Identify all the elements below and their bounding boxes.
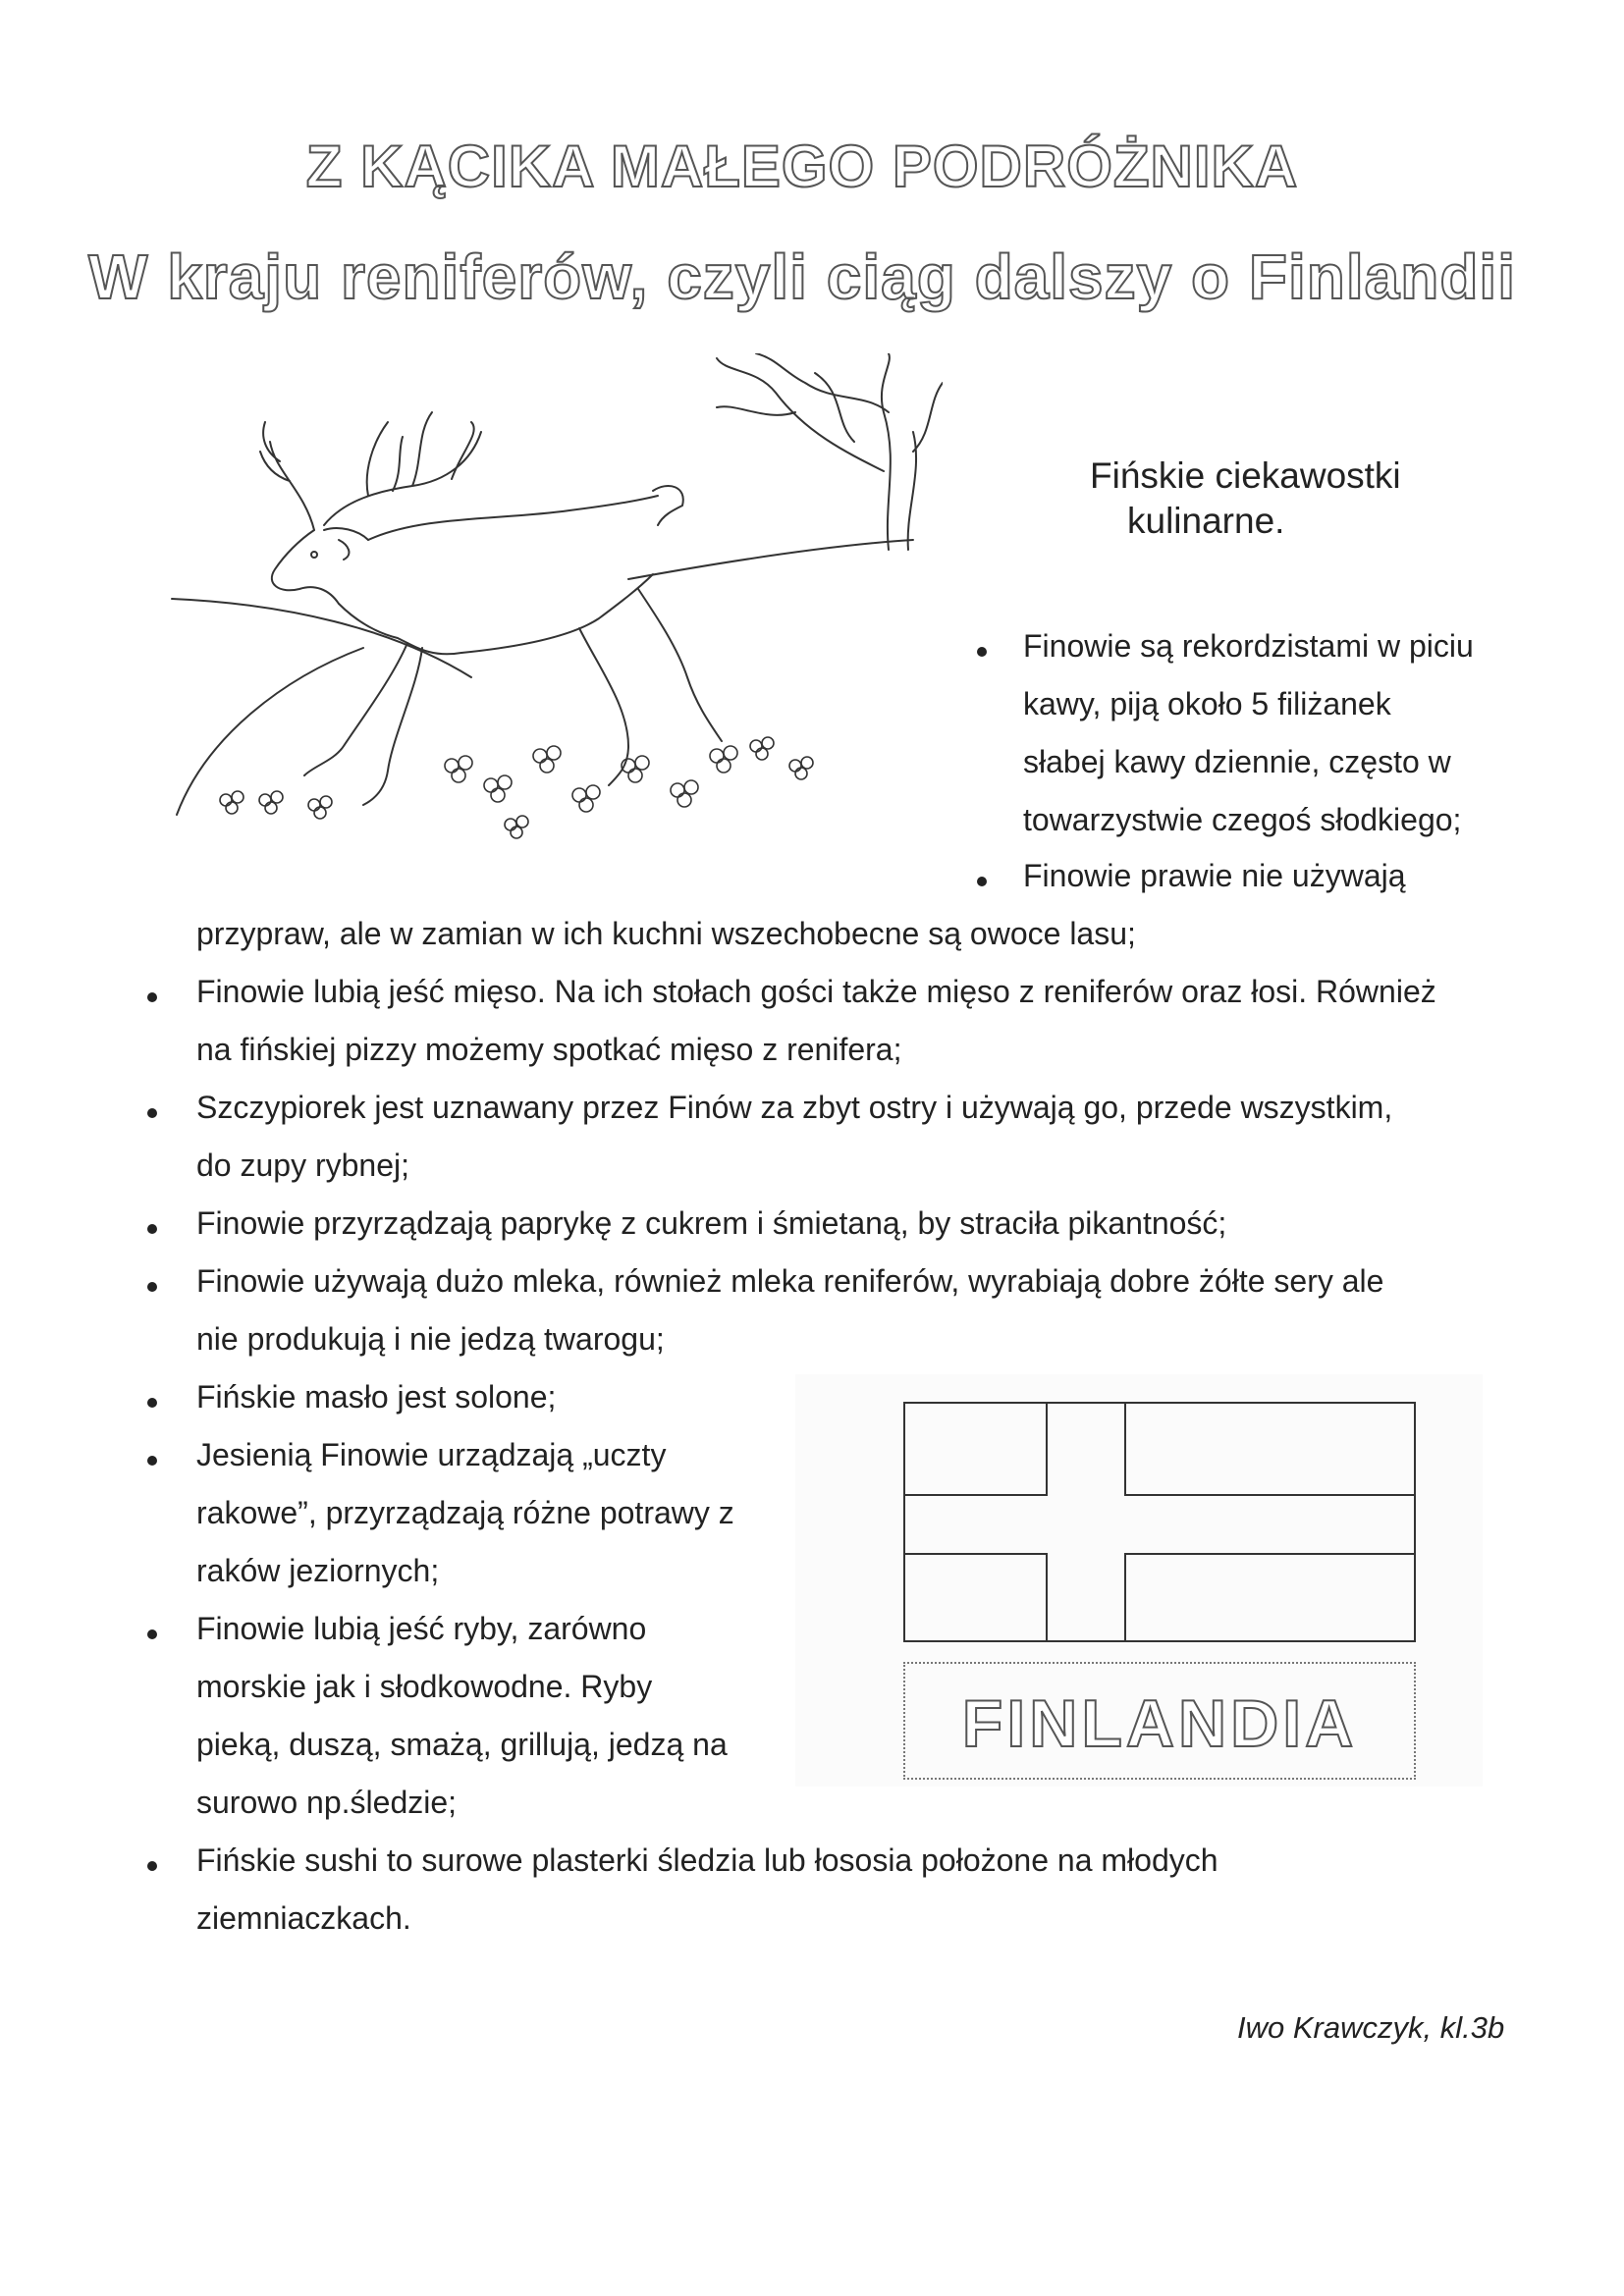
list-item-line: nie produkują i nie jedzą twarogu; [196,1321,665,1357]
list-item-line: Fińskie sushi to surowe plasterki śledzia lub łososia położone na młodych [196,1842,1218,1878]
list-item [1023,847,1406,905]
bullet-icon [147,1456,157,1466]
list-item [196,1832,1218,1948]
list-item-line: Finowie są rekordzistami w piciu [1023,628,1474,664]
list-item-line: morskie jak i słodkowodne. Ryby [196,1669,653,1704]
page-title: Z KĄCIKA MAŁEGO PODRÓŻNIKA [305,133,1299,199]
bullet-icon [977,647,987,657]
bullet-icon [147,1224,157,1234]
list-item [196,1079,1392,1195]
list-item-line: rakowe”, przyrządzają różne potrawy z [196,1495,734,1530]
list-item [196,1368,556,1426]
list-item-line: pieką, duszą, smażą, grillują, jedzą na [196,1727,728,1762]
list-item [196,1600,728,1832]
bullet-icon [147,1398,157,1408]
list-item-line: Jesienią Finowie urządzają „uczty [196,1437,667,1472]
list-item-line: słabej kawy dziennie, często w [1023,744,1451,779]
flag-label: FINLANDIA [961,1686,1358,1761]
bullet-icon [977,877,987,886]
list-item [196,905,1136,963]
section-heading-line2: kulinarne. [1127,501,1285,541]
list-item-line: towarzystwie czegoś słodkiego; [1023,802,1462,837]
page-subtitle: W kraju reniferów, czyli ciąg dalszy o Finlandii [88,241,1516,312]
bullet-icon [147,1861,157,1871]
list-item-line: kawy, piją około 5 filiżanek [1023,686,1391,721]
list-item [196,1426,734,1600]
finland-flag-icon [903,1402,1416,1642]
list-item-line: surowo np.śledzie; [196,1785,458,1820]
list-item-line: Finowie przyrządzają paprykę z cukrem i śmietaną, by straciła pikantność; [196,1205,1227,1241]
list-item-line: Finowie prawie nie używają [1023,858,1406,893]
bullet-icon [147,1629,157,1639]
section-heading-line1: Fińskie ciekawostki [1090,455,1401,496]
list-item-line: Fińskie masło jest solone; [196,1379,557,1415]
list-item-line: Szczypiorek jest uznawany przez Finów za zbyt ostry i używają go, przede wszystkim, [196,1090,1393,1125]
bullet-icon [147,1108,157,1118]
list-item-line: Finowie lubią jeść ryby, zarówno [196,1611,647,1646]
list-item-line: do zupy rybnej; [196,1148,410,1183]
flag-label-box [903,1662,1416,1780]
bullet-icon [147,1282,157,1292]
bullet-icon [147,992,157,1002]
list-item-line: Finowie używają dużo mleka, również mleka reniferów, wyrabiają dobre żółte sery ale [196,1263,1384,1299]
list-item-line: Finowie lubią jeść mięso. Na ich stołach gości także mięso z reniferów oraz łosi. Również [196,974,1436,1009]
list-item [196,1195,1226,1253]
list-item [1023,617,1474,849]
list-item-line: raków jeziornych; [196,1553,440,1588]
list-item [196,963,1436,1079]
list-item [196,1253,1383,1368]
list-item-line: przypraw, ale w zamian w ich kuchni wszechobecne są owoce lasu; [196,916,1136,951]
list-item-line: na fińskiej pizzy możemy spotkać mięso z renifera; [196,1032,902,1067]
list-item-line: ziemniaczkach. [196,1900,411,1936]
reindeer-illustration-icon [167,353,943,864]
section-heading [1090,454,1401,544]
author-signature: Iwo Krawczyk, kl.3b [1237,2010,1505,2045]
